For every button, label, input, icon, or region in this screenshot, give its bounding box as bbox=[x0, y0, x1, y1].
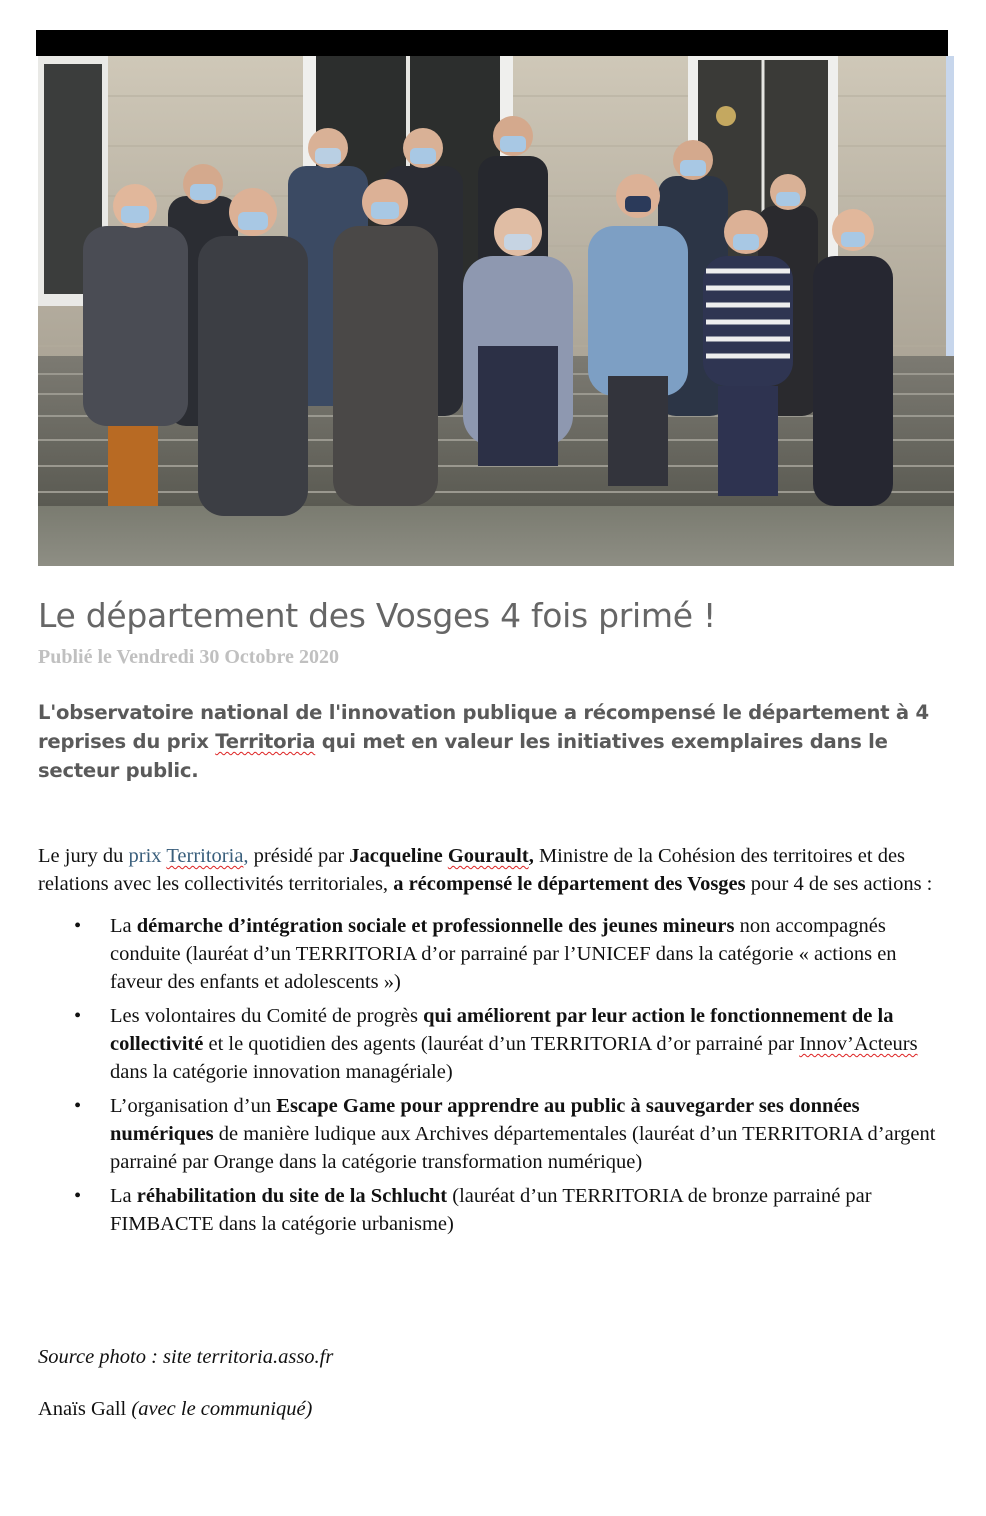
list-item bbox=[110, 1002, 938, 1086]
top-black-bar bbox=[36, 30, 948, 56]
item-text: et le quotidien des agents (lauréat d’un TERRITORIA d’or parrainé par bbox=[203, 1033, 800, 1055]
list-item bbox=[110, 1092, 938, 1176]
item-text: dans la catégorie innovation managériale) bbox=[110, 1061, 453, 1083]
list-item bbox=[110, 912, 938, 996]
article-body bbox=[38, 842, 938, 1244]
item-text: Les volontaires du Comité de progrès bbox=[110, 1005, 424, 1027]
item-text: non accompagnés conduite (lauréat d’un TERRITORIA d’or parrainé par l’UNICEF dans la catégorie « actions en faveur des enfants et adolescents ») bbox=[110, 915, 897, 993]
item-bold: qui améliorent par leur action le fonctionnement de la collectivité bbox=[110, 1005, 894, 1055]
minister-last-name: Gourault bbox=[447, 845, 529, 867]
item-bold: démarche d’intégration sociale et professionnelle des jeunes mineurs bbox=[136, 915, 735, 937]
intro-text-3: Ministre de la Cohésion des territoires et des relations avec les collectivités territoriales, bbox=[38, 845, 906, 895]
minister-first-name: Jacqueline bbox=[349, 845, 448, 867]
item-text: (lauréat d’un TERRITORIA de bronze parrainé par FIMBACTE dans la catégorie urbanisme) bbox=[110, 1185, 872, 1235]
lead-text-start: L'observatoire national de l'innovation publique a récompensé le département à 4 reprises du prix bbox=[38, 701, 929, 753]
item-text: de manière ludique aux Archives départementales (lauréat d’un TERRITORIA d’argent parrainé par Orange dans la catégorie transformation numérique) bbox=[110, 1123, 936, 1173]
item-bold: Escape Game pour apprendre au public à sauvegarder ses données numériques bbox=[110, 1095, 860, 1145]
list-item bbox=[110, 1182, 938, 1238]
item-bold: réhabilitation du site de la Schlucht bbox=[136, 1185, 448, 1207]
intro-bold-award: a récompensé le département des Vosges bbox=[393, 873, 746, 895]
group-photo bbox=[38, 56, 954, 566]
intro-paragraph bbox=[38, 842, 938, 898]
item-spellcheck-word: Innov’Acteurs bbox=[799, 1033, 918, 1055]
link-text-1: prix bbox=[128, 845, 167, 867]
link-text-3: , bbox=[243, 845, 249, 867]
item-text: L’organisation d’un bbox=[110, 1095, 277, 1117]
lead-territoria-word: Territoria bbox=[215, 730, 316, 753]
author-name: Anaïs Gall bbox=[38, 1398, 132, 1420]
photo-source: Source photo : site territoria.asso.fr bbox=[38, 1346, 334, 1368]
link-text-2: Territoria bbox=[166, 845, 244, 867]
minister-comma: , bbox=[528, 845, 534, 867]
author-note: (avec le communiqué) bbox=[131, 1398, 313, 1420]
minister-name bbox=[349, 845, 534, 867]
lead-text-end: qui met en valeur les initiatives exemplaires dans le secteur public. bbox=[38, 730, 888, 782]
actions-list bbox=[38, 912, 938, 1238]
intro-text-4: pour 4 de ses actions : bbox=[745, 873, 933, 895]
item-text: La bbox=[110, 915, 137, 937]
prix-territoria-link[interactable] bbox=[129, 845, 249, 867]
article-title: Le département des Vosges 4 fois primé ! bbox=[38, 596, 716, 635]
author-line bbox=[38, 1398, 312, 1421]
item-text: La bbox=[110, 1185, 137, 1207]
intro-text-2: présidé par bbox=[248, 845, 350, 867]
article-lead bbox=[38, 698, 958, 785]
publication-date: Publié le Vendredi 30 Octobre 2020 bbox=[38, 646, 339, 668]
intro-text-1: Le jury du bbox=[38, 845, 129, 867]
